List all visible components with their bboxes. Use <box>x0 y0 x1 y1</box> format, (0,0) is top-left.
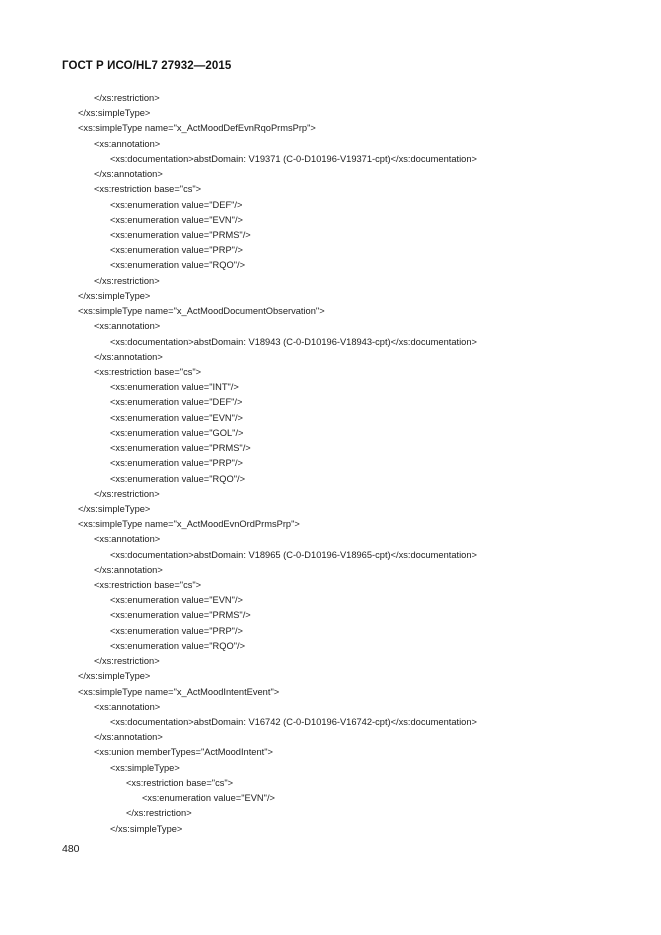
code-line: </xs:restriction> <box>94 275 160 286</box>
code-line: <xs:documentation>abstDomain: V18965 (C-0-D10196-V18965-cpt)</xs:documentation> <box>110 549 477 560</box>
code-line: </xs:simpleType> <box>78 290 151 301</box>
code-line: <xs:enumeration value="RQO"/> <box>110 473 246 484</box>
code-line: </xs:restriction> <box>94 488 160 499</box>
code-line: <xs:enumeration value="EVN"/> <box>110 412 243 423</box>
code-line: <xs:union memberTypes="ActMoodIntent"> <box>94 747 273 758</box>
document-header: ГОСТ Р ИСО/HL7 27932—2015 <box>62 60 232 72</box>
code-line: <xs:enumeration value="PRMS"/> <box>110 443 251 454</box>
code-line: <xs:restriction base="cs"> <box>94 580 202 591</box>
code-line: <xs:annotation> <box>94 701 161 712</box>
code-line: <xs:enumeration value="DEF"/> <box>110 397 243 408</box>
code-line: <xs:enumeration value="RQO"/> <box>110 640 246 651</box>
code-line: <xs:simpleType name="x_ActMoodEvnOrdPrmsPrp"> <box>78 519 300 530</box>
code-line: <xs:simpleType> <box>110 762 180 773</box>
code-line: </xs:restriction> <box>94 93 160 103</box>
code-line: </xs:simpleType> <box>78 503 151 514</box>
code-line: <xs:enumeration value="PRMS"/> <box>110 610 251 621</box>
code-line: <xs:simpleType name="x_ActMoodDocumentObservation"> <box>78 306 325 317</box>
code-line: <xs:enumeration value="PRP"/> <box>110 625 243 636</box>
code-line: <xs:enumeration value="PRP"/> <box>110 245 243 256</box>
code-line: </xs:annotation> <box>94 351 163 362</box>
code-line: <xs:annotation> <box>94 138 161 149</box>
code-line: </xs:simpleType> <box>110 823 183 834</box>
code-line: </xs:simpleType> <box>78 671 151 682</box>
code-line: <xs:documentation>abstDomain: V16742 (C-0-D10196-V16742-cpt)</xs:documentation> <box>110 717 477 728</box>
code-line: <xs:restriction base="cs"> <box>94 184 202 195</box>
code-line: </xs:annotation> <box>94 169 163 180</box>
code-line: <xs:enumeration value="PRMS"/> <box>110 229 251 240</box>
code-line: <xs:enumeration value="EVN"/> <box>142 793 275 804</box>
code-line: <xs:documentation>abstDomain: V19371 (C-0-D10196-V19371-cpt)</xs:documentation> <box>110 153 477 164</box>
code-line: <xs:enumeration value="DEF"/> <box>110 199 243 210</box>
code-line: <xs:simpleType name="x_ActMoodDefEvnRqoPrmsPrp"> <box>78 123 316 134</box>
code-line: <xs:documentation>abstDomain: V18943 (C-0-D10196-V18943-cpt)</xs:documentation> <box>110 336 477 347</box>
code-line: </xs:annotation> <box>94 732 163 743</box>
code-line: <xs:annotation> <box>94 534 161 545</box>
code-line: <xs:restriction base="cs"> <box>126 777 234 788</box>
code-line: </xs:restriction> <box>126 808 192 819</box>
code-line: <xs:enumeration value="PRP"/> <box>110 458 243 469</box>
code-line: <xs:enumeration value="RQO"/> <box>110 260 246 271</box>
code-line: </xs:annotation> <box>94 564 163 575</box>
code-line: <xs:enumeration value="GOL"/> <box>110 427 244 438</box>
code-line: <xs:annotation> <box>94 321 161 332</box>
code-line: <xs:enumeration value="EVN"/> <box>110 214 243 225</box>
code-line: <xs:simpleType name="x_ActMoodIntentEvent"> <box>78 686 280 697</box>
code-line: <xs:restriction base="cs"> <box>94 366 202 377</box>
code-line: </xs:simpleType> <box>78 108 151 119</box>
page-number: 480 <box>62 843 80 855</box>
code-line: <xs:enumeration value="INT"/> <box>110 382 239 393</box>
code-line: </xs:restriction> <box>94 656 160 667</box>
code-line: <xs:enumeration value="EVN"/> <box>110 595 243 606</box>
